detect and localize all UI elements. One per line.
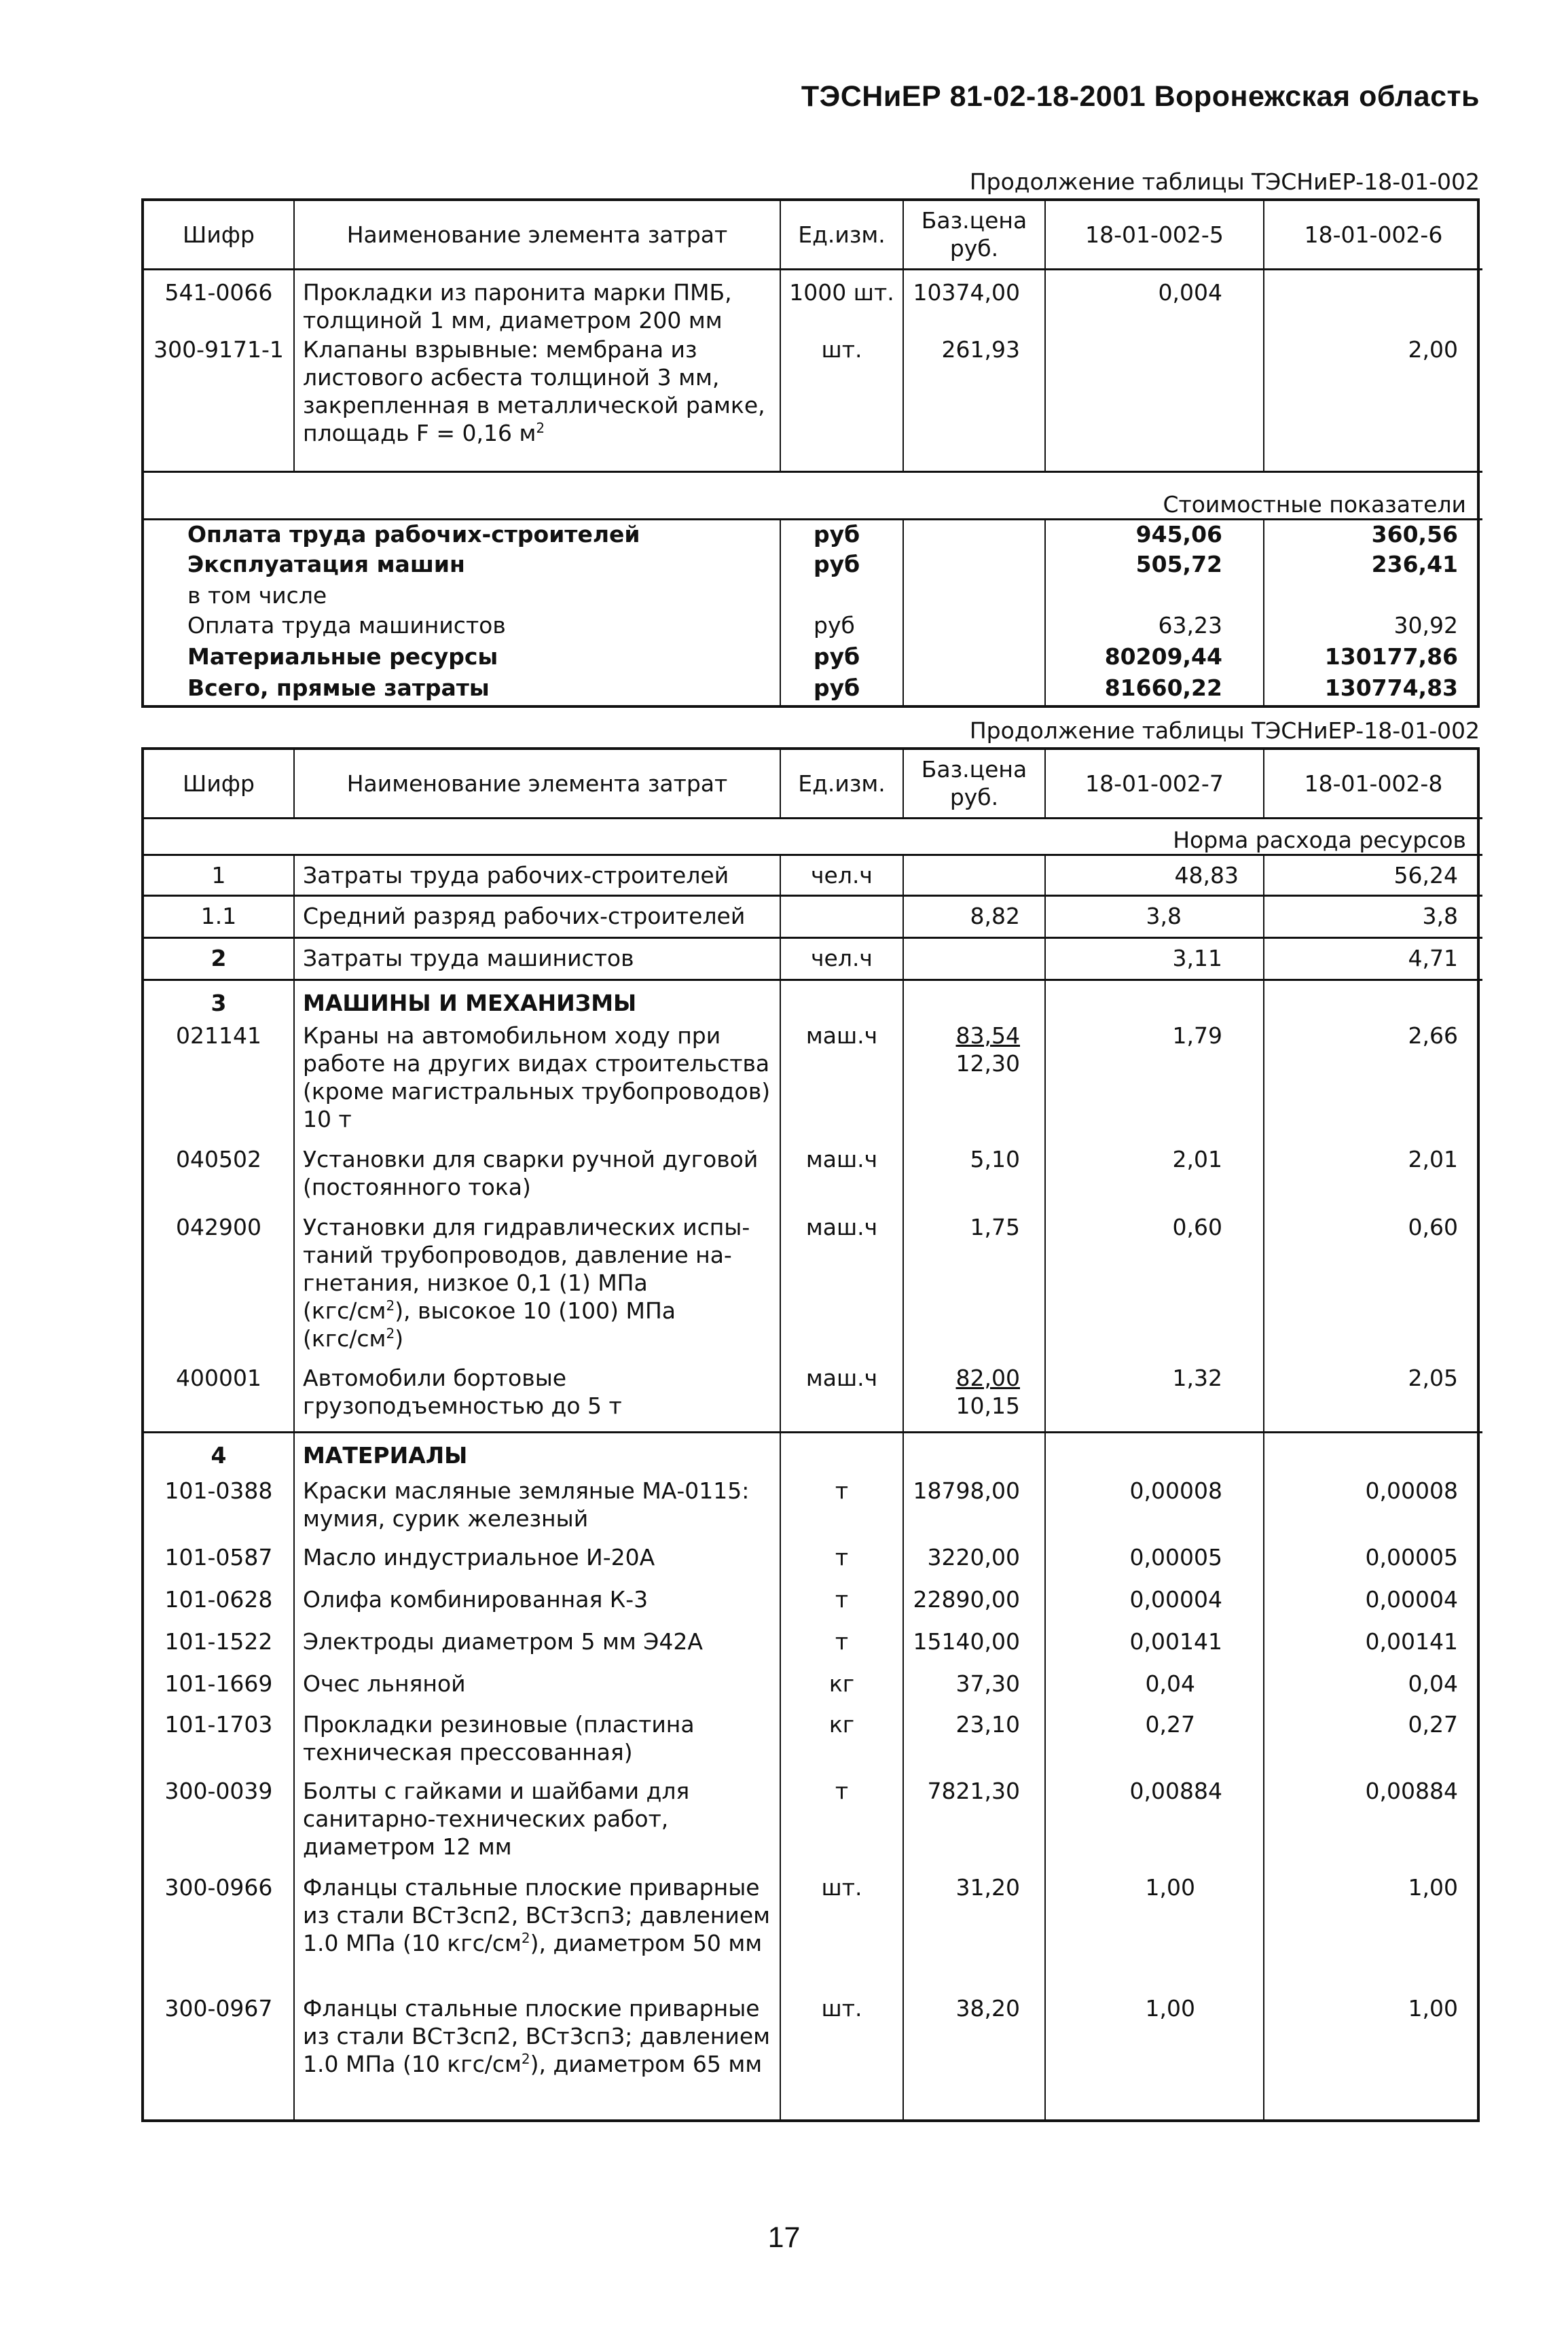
summary-row: Эксплуатация машин руб 505,72 236,41	[144, 550, 1482, 581]
table-row: 2 Затраты труда машинистов чел.ч 3,11 4,71	[144, 937, 1482, 980]
table-row: 040502 Установки для сварки ручной дуговой (постоянного тока) маш.ч 5,10 2,01 2,01	[144, 1145, 1482, 1213]
col-header-code: Шифр	[183, 221, 255, 248]
table1-header-row	[144, 201, 1482, 269]
col-header-v2: 18-01-002-8	[1264, 750, 1482, 818]
table-row: 1 Затраты труда рабочих-строителей чел.ч 48,83 56,24	[144, 855, 1482, 895]
col-header-unit: Ед.изм.	[780, 750, 903, 818]
summary-row: Оплата труда рабочих-строителей руб 945,06 360,56	[144, 519, 1482, 550]
summary-row: Материальные ресурсы руб 80209,44 130177,86	[144, 643, 1482, 674]
col-header-name: Наименование элемента затрат	[294, 750, 780, 818]
col-header-v1: 18-01-002-7	[1045, 750, 1264, 818]
table-row: 101-1703 Прокладки резиновые (пластина техническая прессованная) кг 23,10 0,27 0,27	[144, 1710, 1482, 1777]
summary-row: в том числе	[144, 581, 1482, 611]
summary-row: Оплата труда машинистов руб 63,23 30,92	[144, 611, 1482, 643]
table-row: 101-0628 Олифа комбинированная К-3 т 22890,00 0,00004 0,00004	[144, 1585, 1482, 1628]
table2-continuation-label: Продолжение таблицы ТЭСНиЕР-18-01-002	[969, 717, 1480, 744]
table-row: 300-9171-1 Клапаны взрывные: мембрана из листового асбеста толщиной 3 мм, закрепленная в металлической рамке, площадь F = 0,16 $м^2$ шт. 261,93 2,00	[144, 336, 1482, 471]
document-title: ТЭСНиЕР 81-02-18-2001 Воронежская область	[801, 80, 1480, 113]
table2	[141, 747, 1480, 2122]
table2-header-row	[144, 750, 1482, 818]
col-header-unit: Ед.изм.	[780, 201, 903, 269]
table-row: 300-0967 Фланцы стальные плоские приварные из стали ВСт3сп2, ВСт3сп3; давлением 1.0 МПа (10 кгс/$см^2$), диаметром 65 мм шт. 38,20 1,00 1,00	[144, 1994, 1482, 2119]
table1-continuation-label: Продолжение таблицы ТЭСНиЕР-18-01-002	[969, 168, 1480, 195]
table-row: 042900 Установки для гидравлических испы- таний трубопроводов, давление на- гнетания, низкое 0,1 (1) МПа $(кгс/см^2)$, высокое 10 (100) МПа $(кгс/см^2)$ маш.ч 1,75 0,60 0,60	[144, 1213, 1482, 1364]
col-header-price: Баз.цена руб.	[903, 201, 1045, 269]
table-row: 101-1522 Электроды диаметром 5 мм Э42А т 15140,00 0,00141 0,00141	[144, 1628, 1482, 1670]
table-row: 101-0587 Масло индустриальное И-20А т 3220,00 0,00005 0,00005	[144, 1543, 1482, 1585]
table-row: 300-0039 Болты с гайками и шайбами для санитарно-технических работ, диаметром 12 мм т 7821,30 0,00884 0,00884	[144, 1777, 1482, 1873]
summary-row: Всего, прямые затраты руб 81660,22 130774,83	[144, 674, 1482, 705]
section-row: 4 МАТЕРИАЛЫ	[144, 1432, 1482, 1477]
table-row: 300-0966 Фланцы стальные плоские приварные из стали ВСт3сп2, ВСт3сп3; давлением 1.0 МПа (10 кгс/$см^2$), диаметром 50 мм шт. 31,20 1,00 1,00	[144, 1873, 1482, 1994]
table-row: 1.1 Средний разряд рабочих-строителей 8,82 3,8 3,8	[144, 895, 1482, 937]
table-row: 101-0388 Краски масляные земляные МА-0115: мумия, сурик железный т 18798,00 0,00008 0,00008	[144, 1477, 1482, 1543]
section-row: 3 МАШИНЫ И МЕХАНИЗМЫ	[144, 980, 1482, 1022]
page-number: 17	[767, 2221, 801, 2254]
col-header-code: Шифр	[183, 770, 255, 797]
col-header-name: Наименование элемента затрат	[294, 201, 780, 269]
table-row: 101-1669 Очес льняной кг 37,30 0,04 0,04	[144, 1670, 1482, 1710]
table-row: 021141 Краны на автомобильном ходу при работе на других видах строительства (кроме магистральных трубопроводов) 10 т маш.ч 83,54 12,30 1,79 2,66	[144, 1022, 1482, 1145]
col-header-price: Баз.цена руб.	[903, 750, 1045, 818]
col-header-v2: 18-01-002-6	[1264, 201, 1482, 269]
table1	[141, 198, 1480, 708]
table-row: 541-0066 Прокладки из паронита марки ПМБ, толщиной 1 мм, диаметром 200 мм 1000 шт. 10374,00 0,004	[144, 269, 1482, 336]
section-label: Норма расхода ресурсов	[1173, 826, 1466, 853]
col-header-v1: 18-01-002-5	[1045, 201, 1264, 269]
table-row: 400001 Автомобили бортовые грузоподъемностью до 5 т маш.ч 82,00 10,15 1,32 2,05	[144, 1364, 1482, 1432]
section-label: Стоимостные показатели	[1163, 490, 1466, 518]
